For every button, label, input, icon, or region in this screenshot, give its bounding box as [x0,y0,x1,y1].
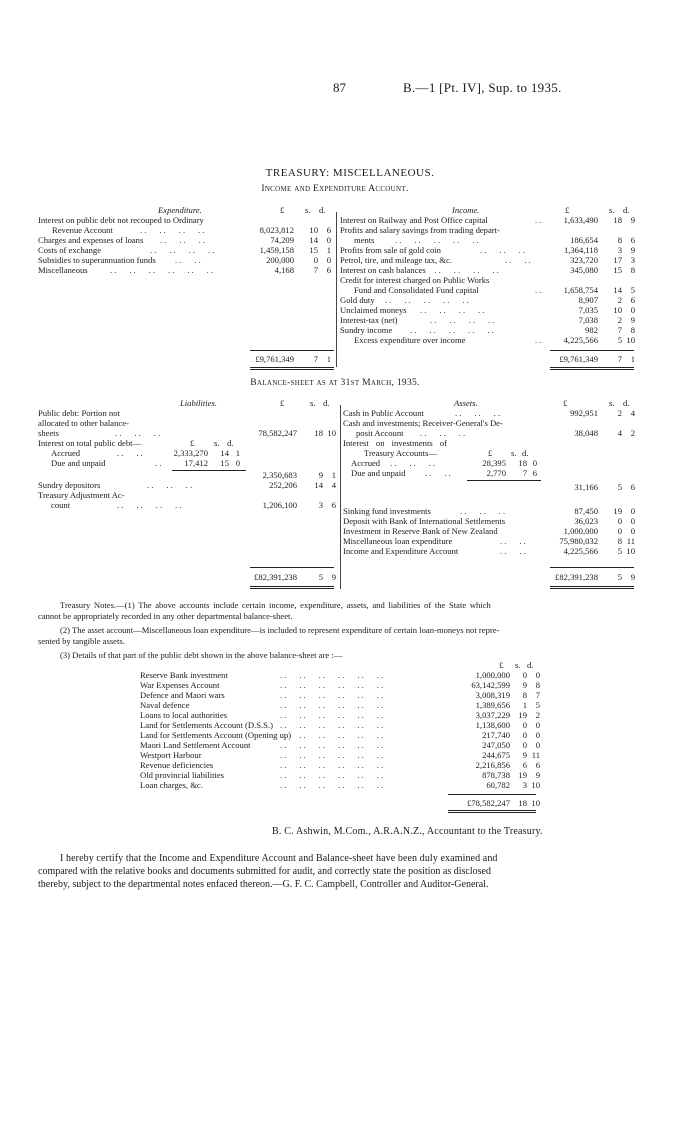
cash-investments-label-2: posit Account [356,428,404,438]
asset-pounds: 4,225,566 [563,546,598,556]
public-debt-pence: 10 [327,428,336,438]
asset-pounds: 36,023 [574,516,598,526]
cash-investments-pounds: 38,048 [574,428,598,438]
public-debt-detail-pounds: 63,142,599 [471,680,510,690]
income-label: Sundry income [340,325,393,335]
income-label: Interest on cash balances [340,265,426,275]
balance-sheet-subtitle: Balance-sheet as at 31st March, 1935. [250,378,420,388]
public-debt-detail-label: Revenue deficiencies [140,760,214,770]
asset-shillings: 19 [613,506,622,516]
public-debt-label-1: Public debt: Portion not [38,408,120,418]
income-pence: 9 [630,245,635,255]
interest-accrued-pence: 1 [235,448,240,458]
income-pence: 10 [626,335,635,345]
interest-public-debt-label: Interest on total public debt— [38,438,142,448]
income-shillings: 14 [613,285,622,295]
certification-line-1: I hereby certify that the Income and Expenditure Account and Balance-sheet have been duly examined and [60,853,498,864]
public-debt-detail-pence: 0 [535,730,540,740]
col-shilling: s. [511,448,517,458]
public-debt-detail-pence: 9 [535,770,540,780]
income-pence: 8 [630,265,635,275]
income-pence: 5 [630,285,635,295]
income-label: Credit for interest charged on Public Works [340,275,490,285]
public-debt-detail-pounds: 247,050 [482,740,510,750]
expenditure-pounds: 74,209 [270,235,294,245]
assets-total-pounds: £82,391,238 [555,572,598,582]
public-debt-detail-pounds: 1,389,656 [475,700,510,710]
col-pound: £ [499,660,504,670]
interest-total-shillings: 9 [318,470,323,480]
cash-public-account-shillings: 2 [617,408,622,418]
cash-investments-shillings: 4 [617,428,622,438]
certification-line-3: thereby, subject to the departmental notes enfaced thereon.—G. F. C. Campbell, Controller and Auditor-General. [38,879,489,890]
expenditure-label: Miscellaneous [38,265,88,275]
income-label: Excess expenditure over income [354,335,466,345]
income-pounds: 7,035 [578,305,598,315]
income-total-pounds: £9,761,349 [559,354,598,364]
asset-interest-due-shillings: 7 [522,468,527,478]
public-debt-detail-pence: 2 [535,710,540,720]
expenditure-pounds: 8,023,812 [259,225,294,235]
expenditure-label: Revenue Account [52,225,113,235]
income-shillings: 10 [613,305,622,315]
asset-interest-accrued-label: Accrued [351,458,381,468]
expenditure-shillings: 7 [313,265,318,275]
expenditure-pence: 0 [326,235,331,245]
interest-accrued-shillings: 14 [220,448,229,458]
asset-label: Miscellaneous loan expenditure [343,536,453,546]
asset-pounds: 1,000,000 [563,526,598,536]
public-debt-detail-pounds: 217,740 [482,730,510,740]
interest-due-shillings: 15 [220,458,229,468]
public-debt-detail-pence: 0 [535,740,540,750]
expenditure-shillings: 10 [309,225,318,235]
note-2-line-1: (2) The asset account—Miscellaneous loan expenditure—is included to represent expenditure of certain loan-moneys not repre- [60,625,500,635]
sundry-depositors-label: Sundry depositors [38,480,101,490]
liabilities-total-pence: 9 [331,572,336,582]
income-pence: 6 [630,295,635,305]
certification-line-2: compared with the relative books and documents submitted for audit, and correctly state the position as disclosed [38,866,491,877]
income-shillings: 2 [617,315,622,325]
asset-shillings: 8 [617,536,622,546]
public-debt-shillings: 18 [314,428,323,438]
expenditure-shillings: 15 [309,245,318,255]
income-pence: 9 [630,315,635,325]
expenditure-shillings: 14 [309,235,318,245]
income-shillings: 17 [613,255,622,265]
income-label: Profits from sale of gold coin [340,245,441,255]
public-debt-pounds: 78,582,247 [258,428,297,438]
public-debt-detail-shillings: 9 [522,680,527,690]
income-shillings: 18 [613,215,622,225]
document-reference: B.—1 [Pt. IV], Sup. to 1935. [403,80,562,95]
income-expenditure-subtitle: Income and Expenditure Account. [261,184,409,194]
cash-investments-label-1: Cash and investments; Receiver-General's De- [343,418,503,428]
income-label: ments [354,235,375,245]
income-pounds: 1,633,490 [563,215,598,225]
details-total-pounds: £78,582,247 [467,798,510,808]
public-debt-detail-shillings: 6 [522,760,527,770]
col-pound: £ [190,438,195,448]
public-debt-detail-shillings: 0 [522,730,527,740]
income-shillings: 8 [617,235,622,245]
cash-public-account-label: Cash in Public Account [343,408,424,418]
public-debt-detail-pence: 6 [535,760,540,770]
asset-label: Deposit with Bank of International Settlements [343,516,506,526]
public-debt-detail-pence: 8 [535,680,540,690]
asset-shillings: 0 [617,526,622,536]
income-pence: 0 [630,305,635,315]
asset-label: Income and Expenditure Account [343,546,459,556]
income-pence: 9 [630,215,635,225]
income-label: Profits and salary savings from trading depart- [340,225,500,235]
interest-due-pounds: 17,412 [184,458,208,468]
income-label: Interest-tax (net) [340,315,398,325]
asset-interest-total-pounds: 31,166 [574,482,598,492]
col-pence: d. [319,205,326,215]
col-pound: £ [280,398,285,408]
asset-shillings: 0 [617,516,622,526]
assets-total-shillings: 5 [617,572,622,582]
liabilities-total-shillings: 5 [318,572,323,582]
public-debt-detail-pence: 0 [535,720,540,730]
sundry-depositors-pence: 4 [331,480,336,490]
col-pound: £ [280,205,285,215]
treasury-adjustment-label-1: Treasury Adjustment Ac- [38,490,125,500]
details-total-shillings: 18 [518,798,527,808]
public-debt-detail-pence: 11 [531,750,540,760]
liabilities-total-pounds: £82,391,238 [254,572,297,582]
expenditure-label: Costs of exchange [38,245,102,255]
interest-total-pounds: 2,350,683 [262,470,297,480]
public-debt-detail-shillings: 19 [518,770,527,780]
col-shilling: s. [214,438,220,448]
income-shillings: 3 [617,245,622,255]
accountant-signature: B. C. Ashwin, M.Com., A.R.A.N.Z., Accountant to the Treasury. [272,826,543,837]
asset-pounds: 75,980,032 [559,536,598,546]
income-label: Gold duty [340,295,375,305]
public-debt-detail-pounds: 878,738 [482,770,510,780]
public-debt-label-2: allocated to other balance- [38,418,129,428]
expenditure-label: Charges and expenses of loans [38,235,144,245]
details-total-pence: 10 [531,798,540,808]
public-debt-detail-shillings: 3 [522,780,527,790]
col-pound: £ [563,398,568,408]
income-total-pence: 1 [630,354,635,364]
public-debt-detail-pounds: 3,008,319 [475,690,510,700]
asset-label: Investment in Reserve Bank of New Zealand [343,526,498,536]
expenditure-label: Subsidies to superannuation funds [38,255,156,265]
expenditure-pence: 0 [326,255,331,265]
public-debt-detail-shillings: 9 [522,750,527,760]
income-label: Interest on Railway and Post Office capital [340,215,488,225]
asset-pounds: 87,450 [574,506,598,516]
public-debt-detail-label: War Expenses Account [140,680,220,690]
col-shilling: s. [305,205,311,215]
treasury-adjustment-label-2: count [51,500,71,510]
col-shilling: s. [609,398,615,408]
note-1-line-2: cannot be appropriately recorded in any other departmental balance-sheet. [38,611,293,621]
col-pence: d. [623,205,630,215]
expenditure-shillings: 0 [313,255,318,265]
cash-public-account-pence: 4 [630,408,635,418]
income-pounds: 8,907 [578,295,598,305]
public-debt-detail-label: Loan charges, &c. [140,780,203,790]
public-debt-detail-shillings: 19 [518,710,527,720]
public-debt-detail-pounds: 244,675 [482,750,510,760]
income-pounds: 7,038 [578,315,598,325]
income-shillings: 2 [617,295,622,305]
public-debt-detail-label: Naval defence [140,700,190,710]
asset-shillings: 5 [617,546,622,556]
cash-public-account-pounds: 992,951 [570,408,598,418]
income-pounds: 345,080 [570,265,598,275]
public-debt-detail-shillings: 8 [522,690,527,700]
income-pounds: 186,654 [570,235,598,245]
cash-investments-pence: 2 [630,428,635,438]
col-pound: £ [565,205,570,215]
note-1-line-1: Treasury Notes.—(1) The above accounts include certain income, expenditure, assets, and liabilities of the State which [60,600,491,610]
col-pence: d. [227,438,234,448]
public-debt-label-3: sheets [38,428,60,438]
income-pence: 3 [630,255,635,265]
interest-total-pence: 1 [331,470,336,480]
expenditure-pence: 6 [326,265,331,275]
public-debt-detail-pence: 10 [531,780,540,790]
asset-pence: 0 [630,516,635,526]
asset-interest-accrued-pence: 0 [532,458,537,468]
col-shilling: s. [310,398,316,408]
expenditure-pence: 1 [326,245,331,255]
asset-interest-due-label: Due and unpaid [351,468,406,478]
asset-interest-accrued-shillings: 18 [518,458,527,468]
interest-accrued-label: Accrued [51,448,81,458]
public-debt-detail-shillings: 1 [522,700,527,710]
treasury-adjustment-pence: 6 [331,500,336,510]
expenditure-pounds: 1,459,158 [259,245,294,255]
expenditure-pence: 6 [326,225,331,235]
income-heading: Income. [452,205,480,215]
treasury-adjustment-shillings: 3 [318,500,323,510]
expenditure-total-pence: 1 [326,354,331,364]
page-title: TREASURY: MISCELLANEOUS. [265,167,435,179]
sundry-depositors-pounds: 252,206 [269,480,297,490]
income-pounds: 982 [585,325,598,335]
sundry-depositors-shillings: 14 [314,480,323,490]
income-pounds: 1,364,118 [563,245,598,255]
col-pound: £ [488,448,493,458]
public-debt-detail-pounds: 3,037,229 [475,710,510,720]
col-pence: d. [522,448,529,458]
interest-accrued-pounds: 2,333,270 [173,448,208,458]
treasury-adjustment-pounds: 1,206,100 [262,500,297,510]
income-pence: 8 [630,325,635,335]
asset-pence: 10 [626,546,635,556]
income-pounds: 323,720 [570,255,598,265]
interest-due-label: Due and unpaid [51,458,106,468]
asset-label: Sinking fund investments [343,506,431,516]
public-debt-detail-pounds: 1,000,000 [475,670,510,680]
asset-interest-accrued-pounds: 28,395 [482,458,506,468]
expenditure-label: Interest on public debt not recouped to Ordinary [38,215,204,225]
public-debt-detail-label: Old provincial liabilities [140,770,225,780]
col-shilling: s. [515,660,521,670]
expenditure-heading: Expenditure. [158,205,202,215]
col-pence: d. [623,398,630,408]
income-total-shillings: 7 [617,354,622,364]
income-pence: 6 [630,235,635,245]
income-shillings: 7 [617,325,622,335]
public-debt-detail-label: Land for Settlements Account (D.S.S.) [140,720,273,730]
income-shillings: 5 [617,335,622,345]
public-debt-detail-label: Reserve Bank investment [140,670,228,680]
asset-interest-due-pounds: 2,770 [486,468,506,478]
interest-due-pence: 0 [235,458,240,468]
public-debt-detail-pounds: 2,216,856 [475,760,510,770]
public-debt-detail-pence: 5 [535,700,540,710]
public-debt-detail-label: Loans to local authorities [140,710,228,720]
public-debt-detail-label: Defence and Maori wars [140,690,225,700]
income-label: Unclaimed moneys [340,305,407,315]
col-pence: d. [323,398,330,408]
income-label: Fund and Consolidated Fund capital [354,285,479,295]
public-debt-detail-label: Land for Settlements Account (Opening up) [140,730,292,740]
interest-investments-label-1: Interest on investments of [343,438,448,448]
income-pounds: 1,658,754 [563,285,598,295]
expenditure-pounds: 4,168 [274,265,294,275]
public-debt-detail-label: Maori Land Settlement Account [140,740,251,750]
expenditure-pounds: 200,000 [266,255,294,265]
public-debt-detail-label: Westport Harbour [140,750,202,760]
asset-interest-total-shillings: 5 [617,482,622,492]
asset-pence: 11 [626,536,635,546]
public-debt-detail-shillings: 0 [522,720,527,730]
public-debt-detail-shillings: 0 [522,670,527,680]
liabilities-heading: Liabilities. [180,398,218,408]
asset-pence: 0 [630,526,635,536]
assets-total-pence: 9 [630,572,635,582]
public-debt-detail-pence: 7 [535,690,540,700]
public-debt-detail-pounds: 60,782 [486,780,510,790]
income-pounds: 4,225,566 [563,335,598,345]
expenditure-total-shillings: 7 [313,354,318,364]
income-shillings: 15 [613,265,622,275]
page-number: 87 [333,80,346,95]
asset-interest-total-pence: 6 [630,482,635,492]
col-pence: d. [527,660,534,670]
interest-investments-label-2: Treasury Accounts— [364,448,437,458]
expenditure-total-pounds: £9,761,349 [255,354,294,364]
income-label: Petrol, tire, and mileage tax, &c. [340,255,452,265]
public-debt-detail-pence: 0 [535,670,540,680]
asset-interest-due-pence: 6 [532,468,537,478]
note-2-line-2: sented by tangible assets. [38,636,125,646]
public-debt-detail-shillings: 0 [522,740,527,750]
asset-pence: 0 [630,506,635,516]
note-3: (3) Details of that part of the public debt shown in the above balance-sheet are :— [60,650,343,660]
col-shilling: s. [609,205,615,215]
assets-heading: Assets. [454,398,478,408]
public-debt-detail-pounds: 1,138,600 [475,720,510,730]
